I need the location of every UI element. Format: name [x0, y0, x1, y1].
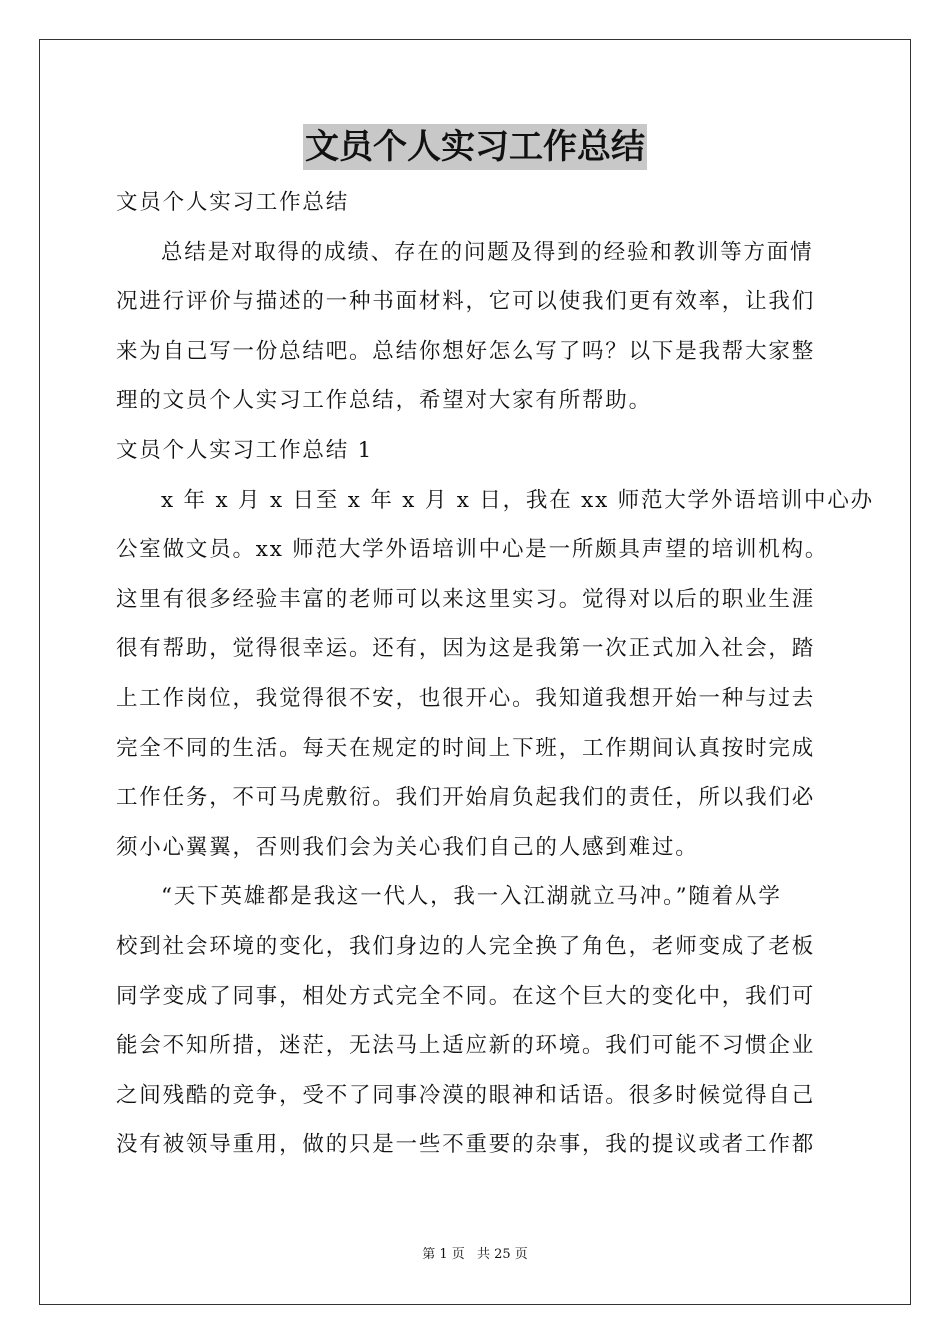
- paragraph-line: 之间残酷的竞争，受不了同事冷漠的眼神和话语。很多时候觉得自己: [116, 1082, 816, 1108]
- paragraph-line: x 年 x 月 x 日至 x 年 x 月 x 日，我在 xx 师范大学外语培训中心办: [161, 487, 874, 513]
- section-heading: 文员个人实习工作总结 1: [116, 437, 374, 463]
- page-total: 共 25 页: [476, 1247, 528, 1262]
- paragraph-line: 这里有很多经验丰富的老师可以来这里实习。觉得对以后的职业生涯: [116, 586, 816, 612]
- paragraph-line: 理的文员个人实习工作总结，希望对大家有所帮助。: [116, 388, 652, 414]
- paragraph-line: 来为自己写一份总结吧。总结你想好怎么写了吗？以下是我帮大家整: [116, 338, 816, 364]
- section-heading: 文员个人实习工作总结: [116, 190, 350, 215]
- paragraph-line: “天下英雄都是我这一代人，我一入江湖就立马冲。”随着从学: [161, 884, 782, 910]
- paragraph-line: 完全不同的生活。每天在规定的时间上下班，工作期间认真按时完成: [116, 735, 816, 761]
- paragraph-line: 没有被领导重用，做的只是一些不重要的杂事，我的提议或者工作都: [116, 1132, 816, 1158]
- paragraph-line: 同学变成了同事，相处方式完全不同。在这个巨大的变化中，我们可: [116, 983, 816, 1009]
- paragraph-line: 公室做文员。xx 师范大学外语培训中心是一所颇具声望的培训机构。: [116, 537, 829, 563]
- paragraph-line: 工作任务，不可马虎敷衍。我们开始肩负起我们的责任，所以我们必: [116, 785, 816, 811]
- paragraph-line: 能会不知所措，迷茫，无法马上适应新的环境。我们可能不习惯企业: [116, 1033, 816, 1059]
- paragraph-line: 校到社会环境的变化，我们身边的人完全换了角色，老师变成了老板: [116, 933, 816, 959]
- page-number: 第 1 页: [422, 1247, 465, 1262]
- document-body: [116, 178, 874, 1170]
- page-footer: [0, 1246, 950, 1264]
- title-container: [0, 124, 950, 170]
- document-title: 文员个人实习工作总结: [303, 124, 647, 170]
- paragraph-line: 须小心翼翼，否则我们会为关心我们自己的人感到难过。: [116, 834, 699, 860]
- paragraph-line: 总结是对取得的成绩、存在的问题及得到的经验和教训等方面情: [161, 239, 814, 265]
- paragraph-line: 上工作岗位，我觉得很不安，也很开心。我知道我想开始一种与过去: [116, 685, 816, 711]
- paragraph-line: 很有帮助，觉得很幸运。还有，因为这是我第一次正式加入社会，踏: [116, 636, 816, 662]
- paragraph-line: 况进行评价与描述的一种书面材料，它可以使我们更有效率，让我们: [116, 289, 816, 315]
